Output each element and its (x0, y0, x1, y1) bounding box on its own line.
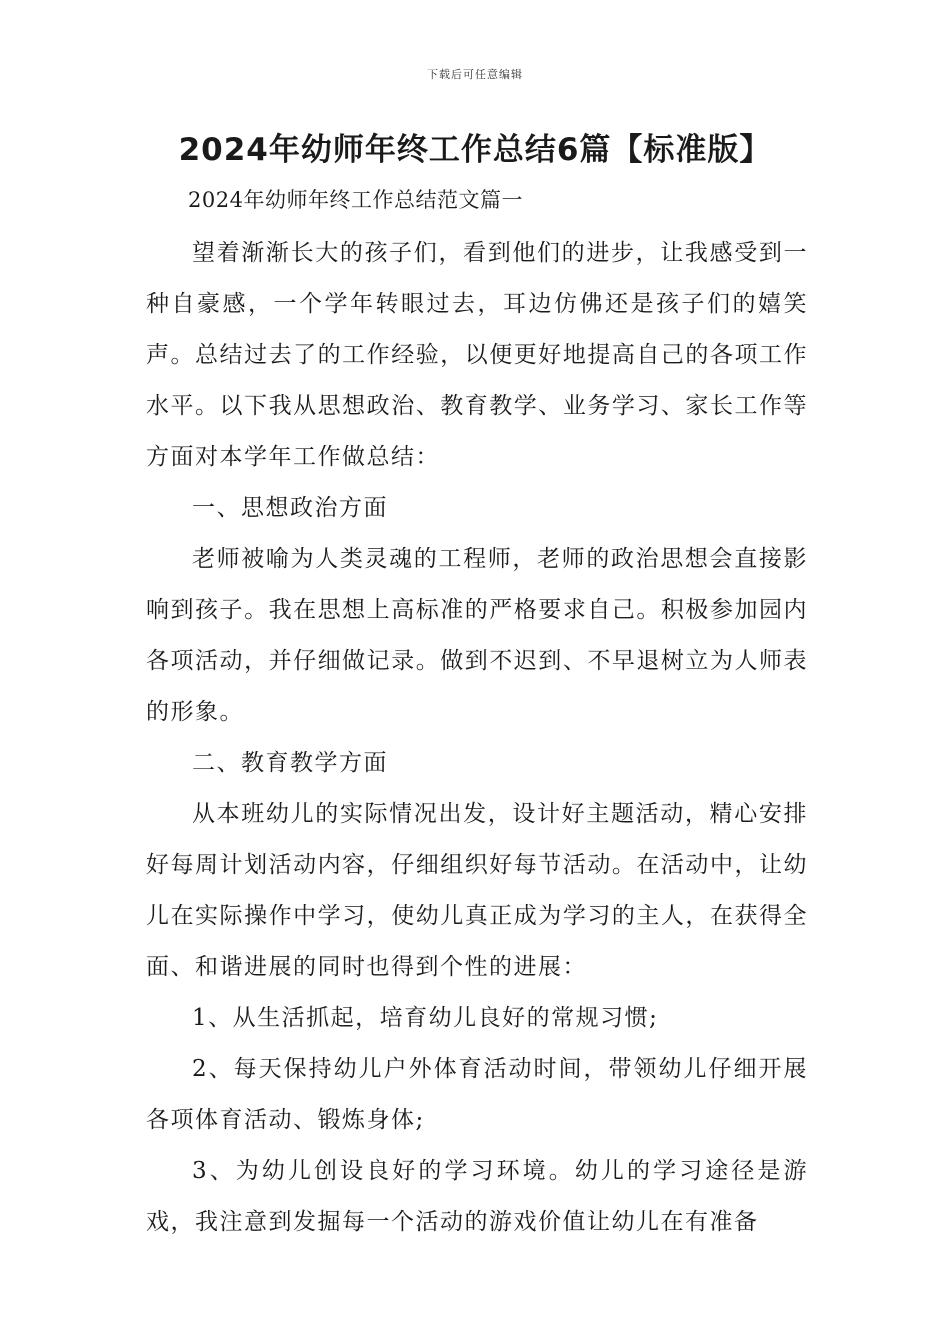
section-heading-ideology: 一、思想政治方面 (192, 495, 388, 521)
page-header-note: 下载后可任意编辑 (427, 68, 523, 81)
ideology-paragraph: 老师被喻为人类灵魂的工程师，老师的政治思想会直接影响到孩子。我在思想上高标准的严格要求自己。积极参加园内各项活动，并仔细做记录。做到不迟到、不早退树立为人师表的形象。 (146, 546, 808, 725)
document-title: 2024年幼师年终工作总结6篇【标准版】 (178, 132, 772, 168)
section-heading-teaching: 二、教育教学方面 (192, 750, 388, 776)
document-body (146, 178, 808, 1248)
teaching-paragraph: 从本班幼儿的实际情况出发，设计好主题活动，精心安排好每周计划活动内容，仔细组织好每节活动。在活动中，让幼儿在实际操作中学习，使幼儿真正成为学习的主人，在获得全面、和谐进展的同时也得到个性的进展： (146, 801, 808, 980)
list-item-3: 3、为幼儿创设良好的学习环境。幼儿的学习途径是游戏，我注意到发掘每一个活动的游戏价值让幼儿在有准备 (146, 1158, 808, 1235)
section-subtitle: 2024年幼师年终工作总结范文篇一 (188, 188, 523, 212)
intro-paragraph: 望着渐渐长大的孩子们，看到他们的进步，让我感受到一种自豪感，一个学年转眼过去，耳边仿佛还是孩子们的嬉笑声。总结过去了的工作经验，以便更好地提高自己的各项工作水平。以下我从思想政治、教育教学、业务学习、家长工作等方面对本学年工作做总结： (146, 240, 808, 470)
list-item-1: 1、从生活抓起，培育幼儿良好的常规习惯; (192, 1005, 659, 1031)
list-item-2: 2、每天保持幼儿户外体育活动时间，带领幼儿仔细开展各项体育活动、锻炼身体; (146, 1056, 808, 1133)
